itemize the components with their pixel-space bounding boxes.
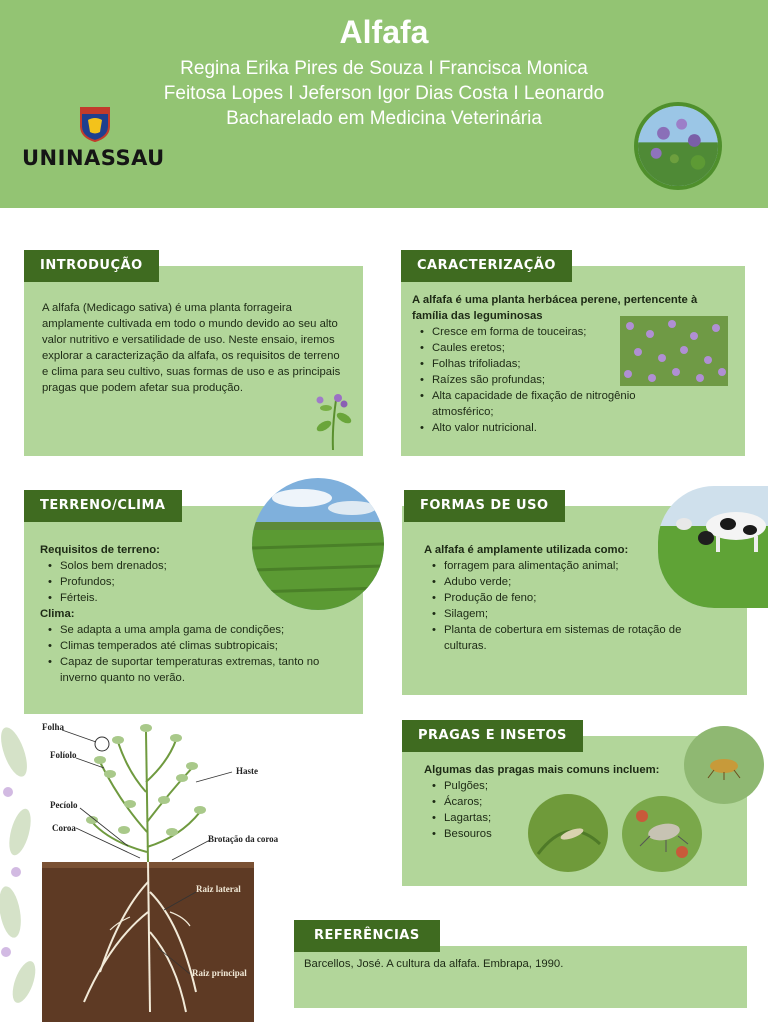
list-item: • Cresce em forma de touceiras; xyxy=(412,324,617,340)
alfalfa-sprig-icon xyxy=(306,388,360,452)
beetle-photo-circle xyxy=(622,796,702,872)
list-item: • Se adapta a uma ampla gama de condições; xyxy=(40,622,340,638)
alfalfa-flower-photo xyxy=(634,102,722,190)
alfalfa-field-photo xyxy=(620,316,728,386)
header-banner xyxy=(0,0,768,208)
clima-list xyxy=(40,622,340,686)
field-photo-circle xyxy=(252,478,384,610)
list-item: • Alta capacidade de fixação de nitrogênio atmosférico; xyxy=(412,388,680,420)
label-raiz-lateral: Raiz lateral xyxy=(196,884,241,894)
referencias-tag: REFERÊNCIAS xyxy=(294,920,440,952)
list-item: • Besouros xyxy=(424,826,694,842)
caracterizacao-tag: CARACTERIZAÇÃO xyxy=(401,250,572,282)
terreno-tag: TERRENO/CLIMA xyxy=(24,490,182,522)
cows-photo-circle xyxy=(658,486,768,608)
label-haste: Haste xyxy=(236,766,258,776)
caterpillar-photo-circle xyxy=(528,794,608,872)
introducao-text: A alfafa (Medicago sativa) é uma planta forrageira amplamente cultivada em todo o mundo devido ao seu alto valor nutritivo e versatilidade de uso. Neste ensaio, iremos explorar a caracterização da alfafa, os requisitos de terreno e clima para seu cultivo, suas formas de uso e as principais pragas que podem afetar sua produção. xyxy=(42,302,341,394)
label-folha: Folha xyxy=(42,722,65,732)
logo-text: UNINASSAU xyxy=(22,146,165,170)
aphid-photo-circle xyxy=(684,726,764,804)
label-peciolo: Pecíolo xyxy=(50,800,78,810)
list-item: • Produção de feno; xyxy=(424,590,724,606)
list-item: • Raízes são profundas; xyxy=(412,372,617,388)
authors-block xyxy=(120,56,648,131)
list-item: • Folhas trifoliadas; xyxy=(412,356,617,372)
list-item: • Férteis. xyxy=(40,590,340,606)
authors-line: Regina Erika Pires de Souza I Francisca Monica xyxy=(180,58,588,79)
pragas-tag: PRAGAS E INSETOS xyxy=(402,720,583,752)
list-item: • Profundos; xyxy=(40,574,340,590)
poster-title: Alfafa xyxy=(339,14,429,50)
referencias-text: Barcellos, José. A cultura da alfafa. Embrapa, 1990. xyxy=(304,958,564,970)
list-item: • Silagem; xyxy=(424,606,724,622)
list-item: • Adubo verde; xyxy=(424,574,724,590)
list-item: • Caules eretos; xyxy=(412,340,617,356)
list-item: • Pulgões; xyxy=(424,778,694,794)
label-brotacao: Brotação da coroa xyxy=(208,834,279,844)
authors-line: Feitosa Lopes I Jeferson Igor Dias Costa I Leonardo xyxy=(163,83,605,104)
list-item: • Climas temperados até climas subtropicais; xyxy=(40,638,340,654)
course-line: Bacharelado em Medicina Veterinária xyxy=(226,108,542,129)
pragas-lead: Algumas das pragas mais comuns incluem: xyxy=(424,764,660,776)
introducao-tag: INTRODUÇÃO xyxy=(24,250,159,282)
label-raiz-principal: Raiz principal xyxy=(192,968,247,978)
list-item: • Solos bem drenados; xyxy=(40,558,340,574)
list-item: • Lagartas; xyxy=(424,810,694,826)
formas-lead: A alfafa é amplamente utilizada como: xyxy=(424,544,629,556)
list-item: • Alto valor nutricional. xyxy=(412,420,732,436)
clima-title: Clima: xyxy=(40,608,75,620)
list-item: • Ácaros; xyxy=(424,794,694,810)
terreno-req-title: Requisitos de terreno: xyxy=(40,544,160,556)
uninassau-logo xyxy=(22,106,167,176)
formas-tag: FORMAS DE USO xyxy=(404,490,565,522)
caracterizacao-lead: A alfafa é uma planta herbácea perene, pertencente à família das leguminosas xyxy=(412,294,698,322)
list-item: • Capaz de suportar temperaturas extremas, tanto no inverno quanto no verão. xyxy=(40,654,340,686)
shield-icon xyxy=(80,106,110,142)
label-foliolo: Folíolo xyxy=(50,750,77,760)
plant-anatomy-diagram xyxy=(0,712,290,1024)
list-item: • Planta de cobertura em sistemas de rotação de culturas. xyxy=(424,622,724,654)
label-coroa: Coroa xyxy=(52,823,76,833)
list-item: • forragem para alimentação animal; xyxy=(424,558,724,574)
